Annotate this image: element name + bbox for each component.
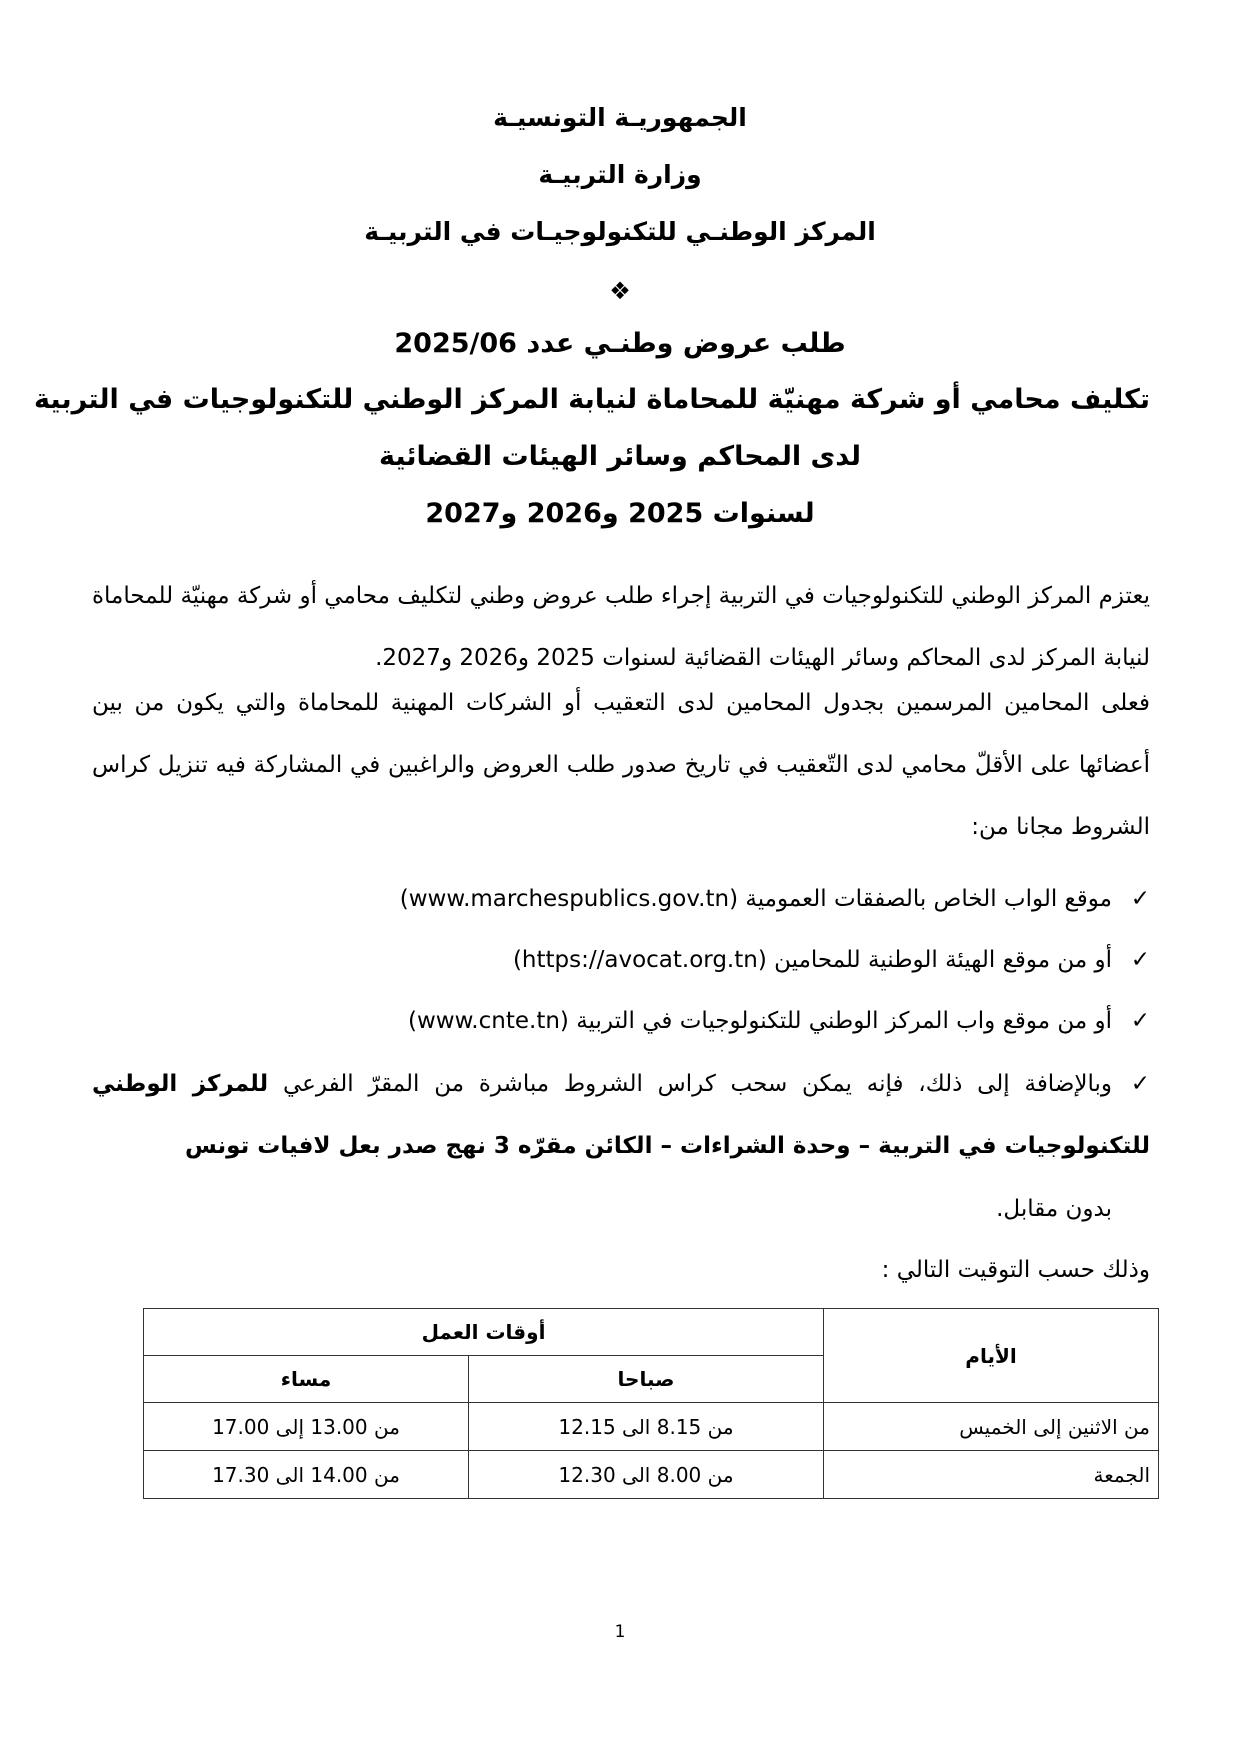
country-heading: الجمهوريـة التونسيـة xyxy=(493,103,747,132)
tender-number-title: طلب عروض وطنـي عدد 2025/06 xyxy=(394,328,846,359)
day-cell: الجمعة xyxy=(824,1451,1159,1499)
tender-courts-title: لدى المحاكم وسائر الهيئات القضائية xyxy=(378,441,862,472)
bullet-text: موقع الواب الخاص بالصفقات العمومية (www.marchespublics.gov.tn) xyxy=(399,886,1112,912)
bullet-cnte xyxy=(150,992,1150,1050)
office-address: للمركز الوطني للتكنولوجيات في التربية – وحدة الشراءات – الكائن مقرّه 3 نهج صدر بعل لافيات تونس xyxy=(92,1071,1150,1159)
bullet-text: أو من موقع الهيئة الوطنية للمحامين (https://avocat.org.tn) xyxy=(512,947,1112,973)
day-cell: من الاثنين إلى الخميس xyxy=(824,1403,1159,1451)
tender-years-title: لسنوات 2025 و2026 و2027 xyxy=(425,498,815,529)
morning-column-header: صباحا xyxy=(469,1356,824,1403)
tender-subject-title: تكليف محامي أو شركة مهنيّة للمحاماة لنيابة المركز الوطني للتكنولوجيات في التربية xyxy=(34,384,1150,415)
morning-cell: من 8.00 الى 12.30 xyxy=(469,1451,824,1499)
schedule-intro: وذلك حسب التوقيت التالي : xyxy=(881,1257,1150,1283)
days-column-header: الأيام xyxy=(824,1309,1159,1403)
bullet-text: وبالإضافة إلى ذلك، فإنه يمكن سحب كراس الشروط مباشرة من المقرّ الفرعي xyxy=(268,1071,1112,1097)
bullet-marchespublics xyxy=(150,870,1150,928)
free-of-charge-note: بدون مقابل. xyxy=(996,1196,1112,1222)
check-icon: ✓ xyxy=(1130,886,1150,912)
bullet-on-site-withdrawal xyxy=(92,1053,1150,1177)
check-icon: ✓ xyxy=(1130,1071,1150,1097)
bullet-avocat xyxy=(150,931,1150,989)
ornament-icon: ❖ xyxy=(609,277,631,305)
center-heading: المركز الوطنـي للتكنولوجيـات في التربيـة xyxy=(364,217,876,246)
morning-cell: من 8.15 الى 12.15 xyxy=(469,1403,824,1451)
page-number: 1 xyxy=(614,1622,626,1642)
evening-cell: من 13.00 إلى 17.00 xyxy=(144,1403,469,1451)
evening-column-header: مساء xyxy=(144,1356,469,1403)
table-row xyxy=(144,1451,1159,1499)
working-hours-table xyxy=(143,1308,1159,1499)
check-icon: ✓ xyxy=(1130,1008,1150,1034)
working-hours-header: أوقات العمل xyxy=(144,1309,824,1356)
evening-cell: من 14.00 الى 17.30 xyxy=(144,1451,469,1499)
check-icon: ✓ xyxy=(1130,947,1150,973)
ministry-heading: وزارة التربيـة xyxy=(538,160,702,189)
bullet-text: أو من موقع واب المركز الوطني للتكنولوجيات في التربية (www.cnte.tn) xyxy=(408,1008,1112,1034)
table-row xyxy=(144,1403,1159,1451)
intro-paragraph: يعتزم المركز الوطني للتكنولوجيات في التربية إجراء طلب عروض وطني لتكليف محامي أو شركة مهنيّة للمحاماة لنيابة المركز لدى المحاكم وسائر الهيئات القضائية لسنوات 2025 و2026 و2027. xyxy=(92,583,1150,671)
eligibility-paragraph: فعلى المحامين المرسمين بجدول المحامين لدى التعقيب أو الشركات المهنية للمحاماة والتي يكون من بين أعضائها على الأقلّ محامي لدى التّعقيب في تاريخ صدور طلب العروض والراغبين في المشاركة فيه تنزيل كراس الشروط مجانا من: xyxy=(92,690,1150,840)
